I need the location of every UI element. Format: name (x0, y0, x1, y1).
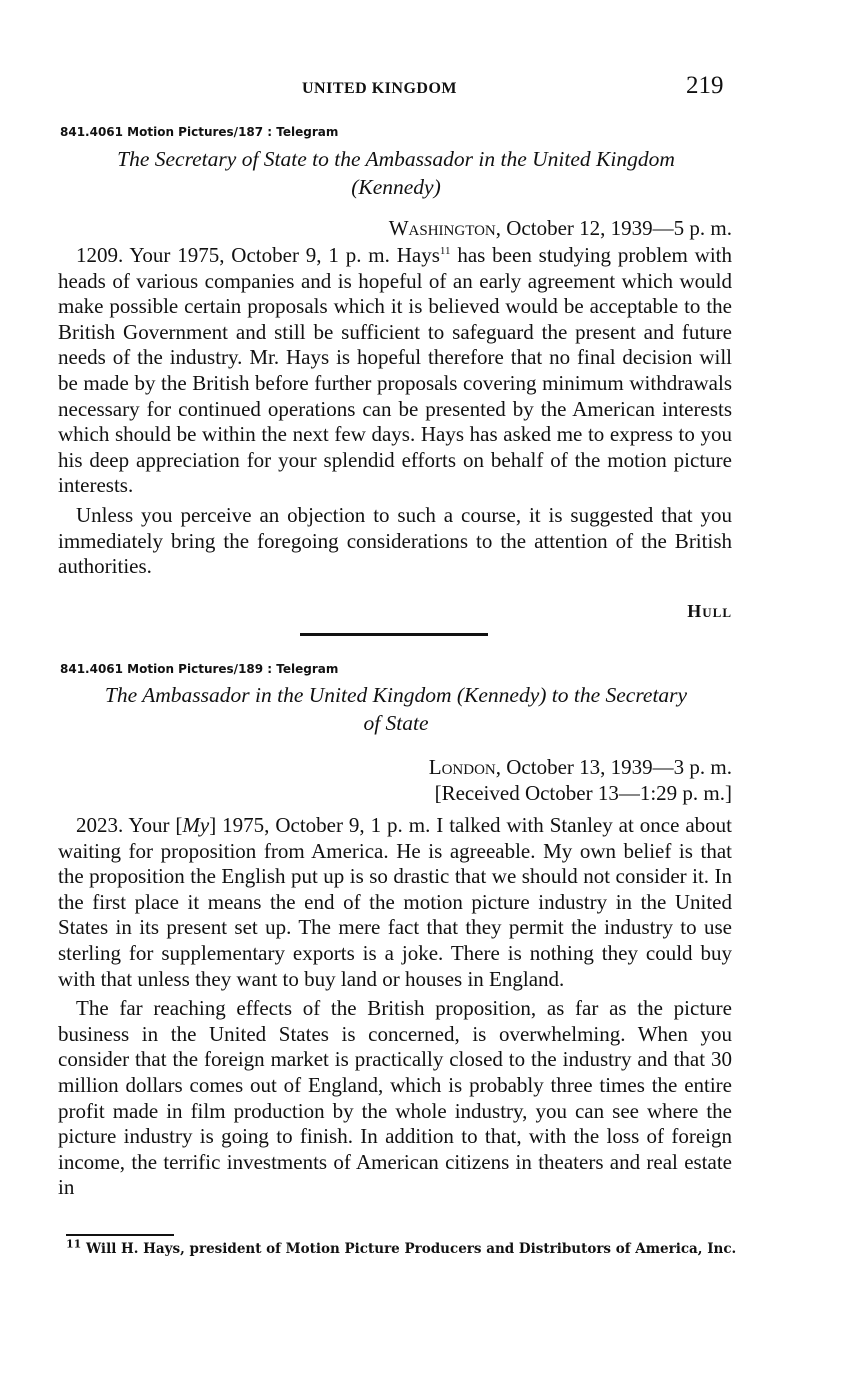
doc1-dateline (389, 215, 732, 241)
doc1-file-reference: 841.4061 Motion Pictures/187 : Telegram (60, 125, 339, 139)
doc1-heading (60, 145, 732, 201)
doc2-file-reference: 841.4061 Motion Pictures/189 : Telegram (60, 662, 339, 676)
running-head (0, 72, 854, 106)
footnote-rule (66, 1234, 174, 1236)
doc2-dateline-place: London (428, 755, 496, 779)
doc2-received-line: [Received October 13—1:29 p. m.] (434, 781, 732, 805)
doc1-body (58, 243, 732, 580)
doc1-paragraph-2: Unless you perceive an objection to such a course, it is suggested that you immediately bring the foregoing considerations to the attention of the British authorities. (58, 502, 732, 579)
footnote-reference: 11 (439, 245, 451, 257)
doc1-para1-start: 1209. Your 1975, October 9, 1 p. m. Hays (76, 243, 440, 267)
doc1-dateline-place: Washington (388, 216, 496, 240)
page-number: 219 (686, 72, 724, 99)
running-head-title: UNITED KINGDOM (302, 80, 458, 97)
doc2-heading (60, 681, 732, 737)
doc2-dateline-date: , October 13, 1939—3 p. m. (495, 755, 732, 779)
section-divider (300, 633, 488, 636)
doc2-heading-line2: of State (363, 711, 429, 735)
doc2-dateline (429, 754, 732, 806)
doc1-heading-line1: The Secretary of State to the Ambassador in the United Kingdom (117, 147, 675, 171)
doc1-dateline-date: , October 12, 1939—5 p. m. (495, 216, 732, 240)
doc2-para1-start: 2023. Your [ (76, 813, 183, 837)
footnote-text: Will H. Hays, president of Motion Picture Producers and Distributors of America, Inc. (81, 1241, 737, 1257)
doc2-para1-rest: ] 1975, October 9, 1 p. m. I talked with Stanley at once about waiting for proposition from America. He is agreeable. My own belief is that the proposition the English put up is so drastic that we should not consider it. In the first place it means the end of the motion picture industry in the United States in its present set up. The mere fact that they permit the industry to use sterling for supplementary exports is a joke. There is nothing they could buy with that unless they want to buy land or houses in England. (58, 813, 732, 991)
footnote-marker: 11 (66, 1237, 82, 1251)
doc1-signature: Hull (687, 601, 732, 621)
doc2-heading-line1: The Ambassador in the United Kingdom (Kennedy) to the Secretary (104, 683, 688, 707)
doc1-heading-line2: (Kennedy) (351, 175, 441, 199)
doc2-body (58, 813, 732, 1201)
doc2-para1-my: My (182, 813, 210, 837)
footnote (66, 1237, 742, 1258)
doc2-paragraph-2: The far reaching effects of the British proposition, as far as the picture business in the United States is concerned, is overwhelming. When you consider that the foreign market is practically closed to the industry and that 30 million dollars comes out of England, which is probably three times the entire profit made in film production by the whole industry, you can see where the picture industry is going to finish. In addition to that, with the loss of foreign income, the terrific investments of American citizens in theaters and real estate in (58, 996, 732, 1200)
doc1-para1-rest: has been studying problem with heads of various companies and is hopeful of an early agreement which would make possible certain proposals which it is believed would be acceptable to the British Government and still be sufficient to safeguard the present and future needs of the industry. Mr. Hays is hopeful therefore that no final decision will be made by the British before further proposals covering minimum withdrawals necessary for continued operations can be presented by the American interests which should be within the next few days. Hays has asked me to express to you his deep appreciation for your splendid efforts on behalf of the motion picture interests. (58, 243, 733, 498)
doc2-dateline-line (429, 754, 732, 780)
doc2-paragraph-1 (58, 813, 732, 992)
doc1-paragraph-1 (58, 243, 732, 499)
